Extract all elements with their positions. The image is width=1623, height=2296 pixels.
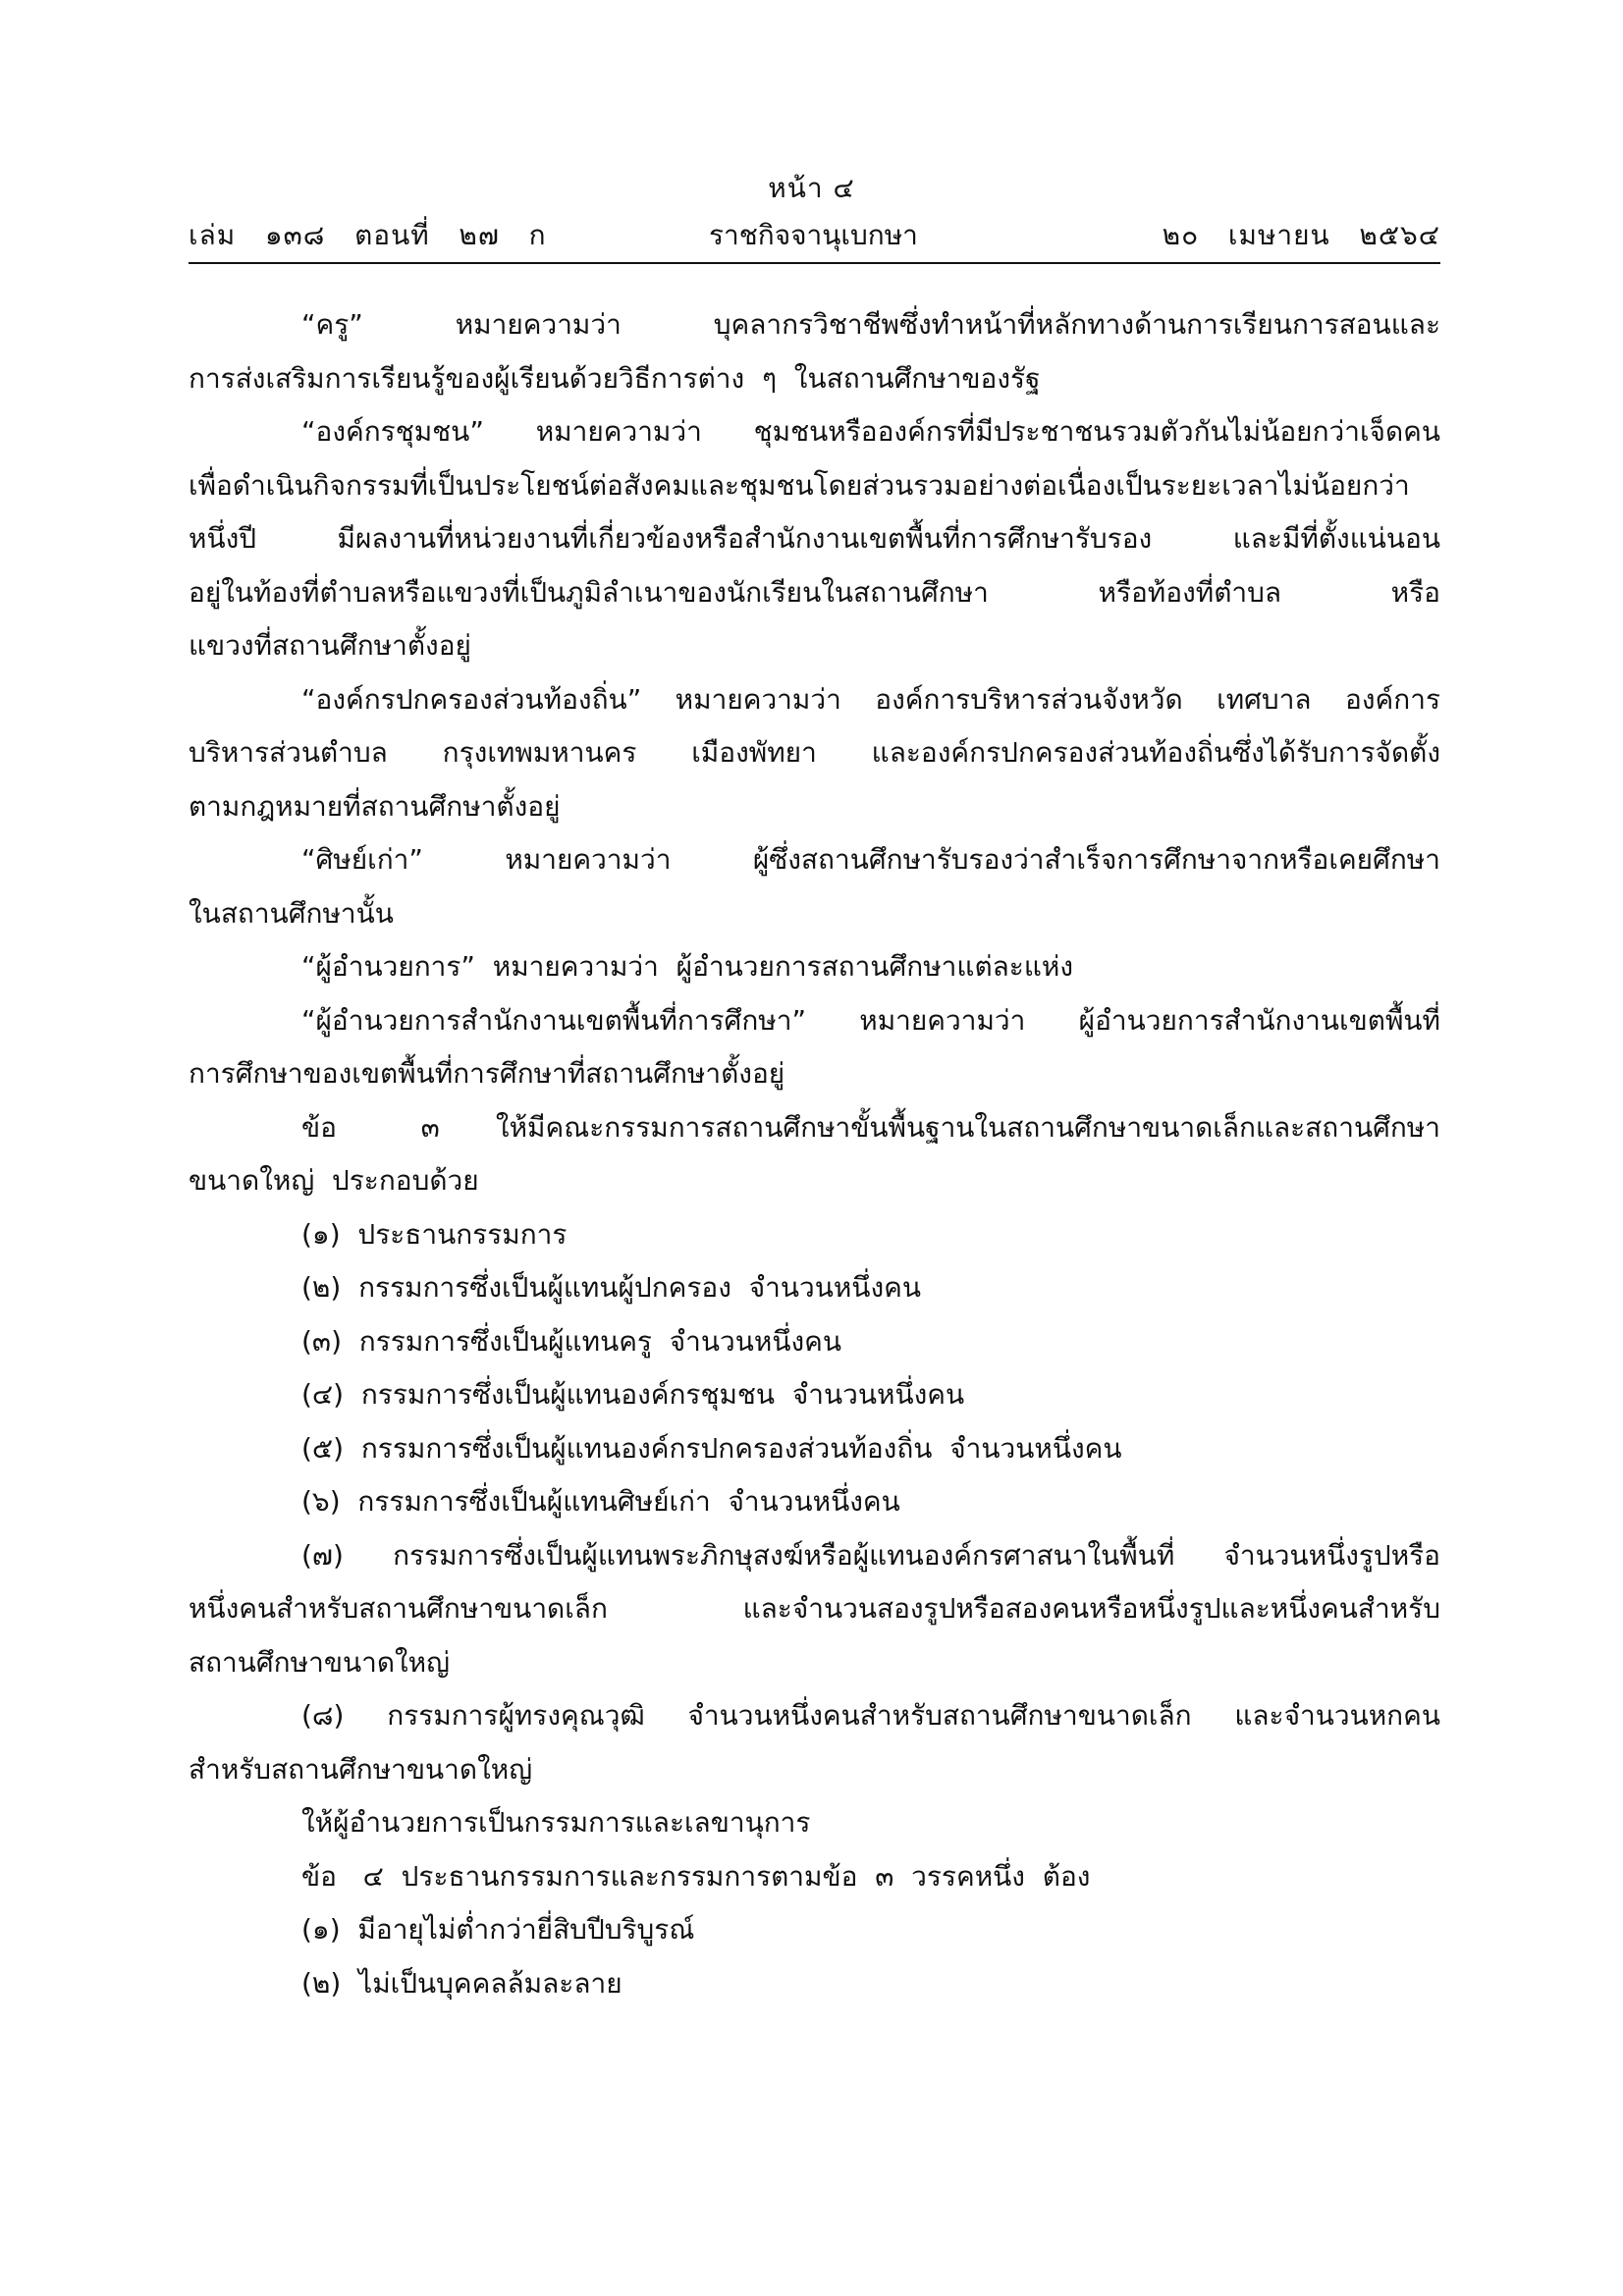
clause-3-item-7-line-1: (๗) กรรมการซึ่งเป็นผู้แทนพระภิกษุสงฆ์หรือผู้แทนองค์กรศาสนาในพื้นที่ จำนวนหนึ่งรูปหรือ [301, 1538, 1440, 1572]
publication-date: ๒๐ เมษายน ๒๕๖๔ [1162, 219, 1440, 251]
clause-3-item-3: (๓) กรรมการซึ่งเป็นผู้แทนครู จำนวนหนึ่งคน [301, 1324, 842, 1358]
definition-teacher-line-1: “ครู” หมายความว่า บุคลากรวิชาชีพซึ่งทำหน้าที่หลักทางด้านการเรียนการสอนและ [301, 308, 1440, 341]
definition-teacher-line-2: การส่งเสริมการเรียนรู้ของผู้เรียนด้วยวิธีการต่าง ๆ ในสถานศึกษาของรัฐ [189, 361, 1041, 395]
clause-3-item-1: (๑) ประธานกรรมการ [301, 1217, 568, 1251]
page-number: หน้า ๔ [768, 172, 855, 204]
definition-community-org-line-2: เพื่อดำเนินกิจกรรมที่เป็นประโยชน์ต่อสังคมและชุมชนโดยส่วนรวมอย่างต่อเนื่องเป็นระยะเวลาไม่น้อยกว่า [189, 468, 1410, 502]
clause-3-item-4: (๔) กรรมการซึ่งเป็นผู้แทนองค์กรชุมชน จำนวนหนึ่งคน [301, 1378, 965, 1411]
definition-alumni-line-1: “ศิษย์เก่า” หมายความว่า ผู้ซึ่งสถานศึกษารับรองว่าสำเร็จการศึกษาจากหรือเคยศึกษา [301, 843, 1440, 876]
definition-community-org-line-1: “องค์กรชุมชน” หมายความว่า ชุมชนหรือองค์กรที่มีประชาชนรวมตัวกันไม่น้อยกว่าเจ็ดคน [301, 415, 1440, 448]
definition-community-org-line-5: แขวงที่สถานศึกษาตั้งอยู่ [189, 629, 471, 662]
clause-3-item-7-line-3: สถานศึกษาขนาดใหญ่ [189, 1645, 450, 1679]
clause-3-line-2: ขนาดใหญ่ ประกอบด้วย [189, 1164, 479, 1197]
definition-director: “ผู้อำนวยการ” หมายความว่า ผู้อำนวยการสถานศึกษาแต่ละแห่ง [301, 950, 1074, 983]
clause-3-item-7-line-2: หนึ่งคนสำหรับสถานศึกษาขนาดเล็ก และจำนวนสองรูปหรือสองคนหรือหนึ่งรูปและหนึ่งคนสำหรับ [189, 1592, 1440, 1625]
clause-4-item-1: (๑) มีอายุไม่ต่ำกว่ายี่สิบปีบริบูรณ์ [301, 1913, 695, 1946]
clause-4-heading: ข้อ ๔ ประธานกรรมการและกรรมการตามข้อ ๓ วรรคหนึ่ง ต้อง [301, 1859, 1091, 1893]
clause-3-item-8-line-2: สำหรับสถานศึกษาขนาดใหญ่ [189, 1752, 533, 1786]
definition-area-director-line-2: การศึกษาของเขตพื้นที่การศึกษาที่สถานศึกษาตั้งอยู่ [189, 1057, 785, 1090]
definition-community-org-line-4: อยู่ในท้องที่ตำบลหรือแขวงที่เป็นภูมิลำเนาของนักเรียนในสถานศึกษา หรือท้องที่ตำบล หรือ [189, 575, 1440, 609]
clause-3-line-1: ข้อ ๓ ให้มีคณะกรรมการสถานศึกษาขั้นพื้นฐานในสถานศึกษาขนาดเล็กและสถานศึกษา [301, 1110, 1440, 1144]
clause-3-secretary: ให้ผู้อำนวยการเป็นกรรมการและเลขานุการ [301, 1806, 811, 1839]
gazette-header [189, 214, 1440, 253]
clause-3-item-5: (๕) กรรมการซึ่งเป็นผู้แทนองค์กรปกครองส่วนท้องถิ่น จำนวนหนึ่งคน [301, 1431, 1122, 1465]
definition-alumni-line-2: ในสถานศึกษานั้น [189, 896, 394, 930]
gazette-name: ราชกิจจานุเบกษา [709, 219, 918, 251]
definition-community-org-line-3: หนึ่งปี มีผลงานที่หน่วยงานที่เกี่ยวข้องหรือสำนักงานเขตพื้นที่การศึกษารับรอง และมีที่ตั้งแน่นอน [189, 522, 1440, 555]
clause-3-item-8-line-1: (๘) กรรมการผู้ทรงคุณวุฒิ จำนวนหนึ่งคนสำหรับสถานศึกษาขนาดเล็ก และจำนวนหกคน [301, 1699, 1440, 1732]
definition-local-government-line-3: ตามกฎหมายที่สถานศึกษาตั้งอยู่ [189, 789, 561, 823]
clause-4-item-2: (๒) ไม่เป็นบุคคลล้มละลาย [301, 1966, 622, 2000]
header-divider [189, 262, 1440, 264]
definition-local-government-line-2: บริหารส่วนตำบล กรุงเทพมหานคร เมืองพัทยา และองค์กรปกครองส่วนท้องถิ่นซึ่งได้รับการจัดตั้ง [189, 736, 1440, 769]
definition-local-government-line-1: “องค์กรปกครองส่วนท้องถิ่น” หมายความว่า องค์การบริหารส่วนจังหวัด เทศบาล องค์การ [301, 682, 1440, 716]
definition-area-director-line-1: “ผู้อำนวยการสำนักงานเขตพื้นที่การศึกษา” หมายความว่า ผู้อำนวยการสำนักงานเขตพื้นที่ [301, 1003, 1440, 1037]
clause-3-item-2: (๒) กรรมการซึ่งเป็นผู้แทนผู้ปกครอง จำนวนหนึ่งคน [301, 1271, 921, 1304]
clause-3-item-6: (๖) กรรมการซึ่งเป็นผู้แทนศิษย์เก่า จำนวนหนึ่งคน [301, 1485, 900, 1518]
volume-issue: เล่ม ๑๓๘ ตอนที่ ๒๗ ก [189, 219, 547, 251]
document-body [189, 298, 1440, 2010]
